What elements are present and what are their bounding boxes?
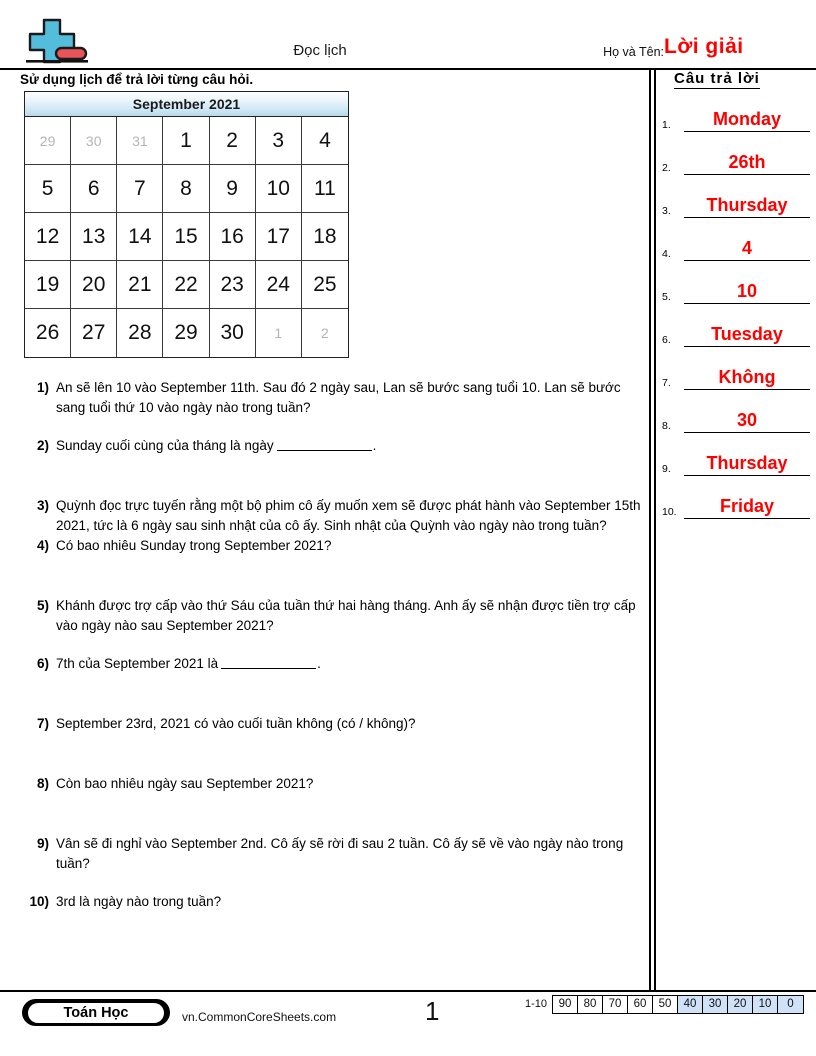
- calendar-day-cell: 1: [163, 117, 209, 165]
- answer-key-value: 30: [684, 410, 810, 433]
- column-divider-left: [649, 69, 651, 991]
- answer-key-number: 3.: [662, 205, 671, 217]
- calendar-day-cell: 7: [117, 165, 163, 213]
- answer-key-title: Câu trả lời: [674, 70, 760, 87]
- question-prompt: Vân sẽ đi nghỉ vào September 2nd. Cô ấy sẽ rời đi sau 2 tuần. Cô ấy sẽ về vào ngày nào trong tuần?: [56, 836, 624, 871]
- answer-key-number: 10.: [662, 506, 677, 518]
- calendar-day-cell: 27: [71, 309, 117, 357]
- answer-key-value: Thursday: [684, 195, 810, 218]
- question-number: 10): [29, 894, 49, 909]
- question-text: [56, 654, 648, 674]
- question-row: [26, 714, 648, 734]
- question-number: 7): [36, 716, 49, 731]
- question-number: 3): [36, 498, 49, 513]
- calendar-day-cell: 30: [71, 117, 117, 165]
- answer-blank-line[interactable]: [277, 438, 372, 451]
- instructions-text: Sử dụng lịch để trả lời từng câu hỏi.: [20, 72, 254, 87]
- calendar-day-cell: 20: [71, 261, 117, 309]
- question-row: [26, 654, 648, 674]
- question-prompt: Quỳnh đọc trực tuyến rằng một bộ phim cô ấy muốn xem sẽ được phát hành vào September 15th 2021, tức là 6 ngày sau sinh nhật của cô ấy. Sinh nhật của Quỳnh vào ngày nào trong tuần?: [56, 498, 641, 533]
- answer-key-row: [662, 175, 810, 218]
- answer-key-row: [662, 476, 810, 519]
- grading-scale-cell: 70: [603, 996, 628, 1013]
- answer-key-number: 1.: [662, 119, 671, 131]
- question-text: [56, 714, 648, 734]
- calendar-day-cell: 16: [210, 213, 256, 261]
- question-row: [26, 834, 648, 874]
- grading-scale-cell: 90: [553, 996, 578, 1013]
- answer-key-number: 7.: [662, 377, 671, 389]
- grading-scale-cell: 0: [778, 996, 803, 1013]
- question-row: [26, 496, 648, 536]
- calendar-day-cell: 29: [163, 309, 209, 357]
- question-text: [56, 834, 648, 874]
- grading-scale-cell: 60: [628, 996, 653, 1013]
- answer-key-value: 4: [684, 238, 810, 261]
- calendar-day-cell: 10: [256, 165, 302, 213]
- grading-scale-cell: 50: [653, 996, 678, 1013]
- calendar-grid: [25, 117, 348, 357]
- calendar-month-title: September 2021: [25, 92, 348, 117]
- question-prompt: Khánh được trợ cấp vào thứ Sáu của tuần thứ hai hàng tháng. Anh ấy sẽ nhận được tiền trợ cấp vào ngày nào sau September 2021?: [56, 598, 636, 633]
- calendar-day-cell: 30: [210, 309, 256, 357]
- answer-key-row: [662, 261, 810, 304]
- question-text: [56, 436, 648, 456]
- answer-key-value: Không: [684, 367, 810, 390]
- answer-key-row: [662, 89, 810, 132]
- answer-key-number: 2.: [662, 162, 671, 174]
- question-text: [56, 378, 648, 418]
- grading-scale-cells: [552, 995, 804, 1014]
- calendar-day-cell: 2: [210, 117, 256, 165]
- calendar-day-cell: 13: [71, 213, 117, 261]
- answer-key-number: 6.: [662, 334, 671, 346]
- question-prompt: 3rd là ngày nào trong tuần?: [56, 894, 222, 909]
- question-prompt: An sẽ lên 10 vào September 11th. Sau đó 2 ngày sau, Lan sẽ bước sang tuổi 10. Lan sẽ bước sang tuổi thứ 10 vào ngày nào trong tuần?: [56, 380, 621, 415]
- calendar-day-cell: 4: [302, 117, 348, 165]
- answer-key-row: [662, 347, 810, 390]
- grading-scale-cell: 80: [578, 996, 603, 1013]
- calendar-day-cell: 3: [256, 117, 302, 165]
- calendar-day-cell: 15: [163, 213, 209, 261]
- answer-key-row: [662, 304, 810, 347]
- question-row: [26, 436, 648, 456]
- brand-label: Toán Học: [28, 1003, 164, 1023]
- column-divider-right: [654, 69, 656, 991]
- calendar-day-cell: 2: [321, 325, 329, 341]
- calendar-day-cell: 26: [25, 309, 71, 357]
- answer-key-panel: [662, 70, 810, 519]
- calendar-day-cell: 19: [25, 261, 71, 309]
- answer-key-value: 10: [684, 281, 810, 304]
- question-text: [56, 536, 648, 556]
- brand-badge: [22, 999, 170, 1026]
- site-url: vn.CommonCoreSheets.com: [182, 1010, 337, 1024]
- grading-scale-cell: 10: [753, 996, 778, 1013]
- answer-key-number: 9.: [662, 463, 671, 475]
- answer-blank-line[interactable]: [221, 656, 316, 669]
- answer-key-value: Monday: [684, 109, 810, 132]
- question-prompt: 7th của September 2021 là: [56, 656, 219, 671]
- page-title: Đọc lịch: [293, 42, 347, 59]
- question-prompt: Còn bao nhiêu ngày sau September 2021?: [56, 776, 314, 791]
- calendar-day-cell: 21: [117, 261, 163, 309]
- grading-scale-label: 1-10: [524, 998, 547, 1010]
- answer-key-number: 4.: [662, 248, 671, 260]
- answer-key-row: [662, 132, 810, 175]
- answer-key-value: Thursday: [684, 453, 810, 476]
- grading-scale-cell: 20: [728, 996, 753, 1013]
- answer-key-row: [662, 390, 810, 433]
- calendar-day-cell: 23: [210, 261, 256, 309]
- question-row: [26, 596, 648, 636]
- name-label: Họ và Tên:: [603, 45, 664, 59]
- question-number: 2): [36, 438, 49, 453]
- answer-key-number: 8.: [662, 420, 671, 432]
- question-row: [26, 536, 648, 556]
- calendar-day-cell: 18: [302, 213, 348, 261]
- question-text: [56, 596, 648, 636]
- question-row: [26, 774, 648, 794]
- question-number: 9): [36, 836, 49, 851]
- grading-scale-cell: 40: [678, 996, 703, 1013]
- question-row: [26, 378, 648, 418]
- footer-divider: [0, 990, 816, 992]
- calendar-day-cell: 28: [117, 309, 163, 357]
- calendar-day-cell: 24: [256, 261, 302, 309]
- question-number: 4): [36, 538, 49, 553]
- question-prompt: Sunday cuối cùng của tháng là ngày: [56, 438, 274, 453]
- grading-scale: [525, 995, 804, 1014]
- question-number: 1): [36, 380, 49, 395]
- answer-key-number: 5.: [662, 291, 671, 303]
- answer-key-rows: [662, 89, 810, 519]
- calendar-day-cell: 14: [117, 213, 163, 261]
- question-number: 5): [36, 598, 49, 613]
- calendar-day-cell: 17: [256, 213, 302, 261]
- question-text: [56, 774, 648, 794]
- calendar-day-cell: 25: [302, 261, 348, 309]
- question-text: [56, 496, 648, 536]
- question-prompt: Có bao nhiêu Sunday trong September 2021?: [56, 538, 332, 553]
- calendar-day-cell: 11: [302, 165, 348, 213]
- calendar: [24, 91, 349, 358]
- answer-key-row: [662, 218, 810, 261]
- calendar-day-cell: 6: [71, 165, 117, 213]
- question-number: 6): [36, 656, 49, 671]
- question-tail: .: [317, 656, 321, 671]
- calendar-day-cell: 1: [256, 309, 302, 357]
- grading-scale-cell: 30: [703, 996, 728, 1013]
- question-prompt: September 23rd, 2021 có vào cuối tuần không (có / không)?: [56, 716, 416, 731]
- answer-key-value: 26th: [684, 152, 810, 175]
- calendar-day-cell: 22: [163, 261, 209, 309]
- calendar-day-cell: 9: [210, 165, 256, 213]
- question-number: 8): [36, 776, 49, 791]
- name-value: Lời giải: [664, 35, 744, 58]
- question-text: [56, 892, 648, 912]
- calendar-day-cell: 31: [117, 117, 163, 165]
- question-row: [26, 892, 648, 912]
- calendar-day-cell: 5: [25, 165, 71, 213]
- answer-key-row: [662, 433, 810, 476]
- question-tail: .: [372, 438, 377, 453]
- calendar-day-cell: 8: [163, 165, 209, 213]
- page-number: 1: [425, 996, 440, 1026]
- questions-list: [26, 378, 648, 912]
- calendar-day-cell: 29: [25, 117, 71, 165]
- calendar-day-cell: 12: [25, 213, 71, 261]
- answer-key-value: Friday: [684, 496, 810, 519]
- answer-key-value: Tuesday: [684, 324, 810, 347]
